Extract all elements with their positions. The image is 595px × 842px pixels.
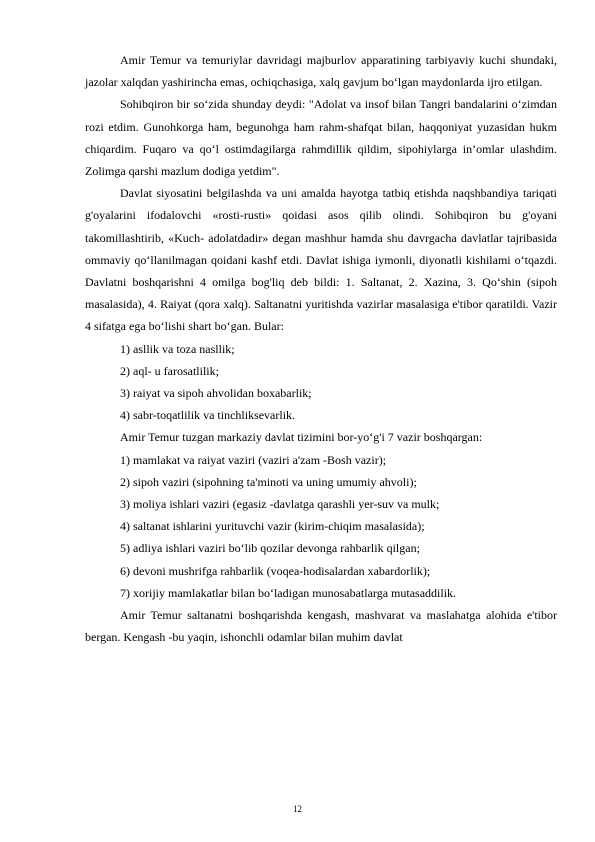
paragraph-state-policy: Davlat siyosatini belgilashda va uni amalda hayotga tatbiq etishda naqshbandiya tariqati g'oyalarini ifodalovchi «rosti-rusti» qoidasi asos qilib olindi. Sohibqiron bu g'oyani takomillashtirib, «Kuch- adolatdadir» degan mashhur hamda shu davrgacha davlatlar tajribasida ommaviy qo‘llanilmagan qoidani kashf etdi. Davlat ishiga iymonli, diyonatli kishilami o‘tqazdi. Davlatni boshqarishni 4 omilga bog'liq deb bildi: 1. Saltanat, 2. Xazina, 3. Qo‘shin (sipoh masalasida), 4. Raiyat (qora xalq). Saltanatni yuritishda vazirlar masalasiga e'tibor qaratildi. Vazir 4 sifatga ega bo‘lishi shart bo‘gan. Bular: [85,186,557,334]
list-item: 6) devoni mushrifga rahbarlik (voqea-hodisalardan xabardorlik); [120,563,431,578]
viziers-intro: Amir Temur tuzgan markaziy davlat tizimini bor-yo‘g'i 7 vazir boshqargan: [120,430,483,445]
paragraph-punishment: Amir Temur va temuriylar davridagi majburlov apparatining tarbiyaviy kuchi shundaki, jazolar xalqdan yashirincha emas, ochiqchasiga, xalq gavjum bo‘lgan maydonlarda ijro etilgan. [85,53,557,90]
page-number: 12 [293,804,302,814]
list-item: 7) xorijiy mamlakatlar bilan bo‘ladigan munosabatlarga mutasaddilik. [120,585,457,600]
list-item: 2) aql- u farosatlilik; [120,363,219,378]
list-item: 1) mamlakat va raiyat vaziri (vaziri a'zam -Bosh vazir); [120,452,387,467]
list-item: 5) adliya ishlari vaziri bo‘lib qozilar devonga rahbarlik qilgan; [120,541,420,556]
list-item: 1) asllik va toza nasllik; [120,341,235,356]
document-page [85,49,557,648]
list-item: 2) sipoh vaziri (sipohning ta'minoti va uning umumiy ahvoli); [120,474,417,489]
list-item: 4) sabr-toqatlilik va tinchliksevarlik. [120,408,296,423]
paragraph-quote: Sohibqiron bir so‘zida shunday deydi: "Adolat va insof bilan Tangri bandalarini o‘zimdan rozi etdim. Gunohkorga ham, begunohga ham rahm-shafqat bilan, haqqoniyat yuzasidan hukm chiqardim. Fuqaro va qo‘l ostimdagilarga rahmdillik qildim, sipohiylarga in’omlar ulashdim. Zolimga qarshi mazlum dodiga yetdim". [85,97,557,179]
paragraph-council: Amir Temur saltanatni boshqarishda kengash, mashvarat va maslahatga alohida e'tibor bergan. Kengash -bu yaqin, ishonchli odamlar bilan muhim davlat [85,608,557,645]
list-item: 3) raiyat va sipoh ahvolidan boxabarlik; [120,386,312,401]
list-item: 3) moliya ishlari vaziri (egasiz -davlatga qarashli yer-suv va mulk; [120,497,440,512]
list-item: 4) saltanat ishlarini yurituvchi vazir (kirim-chiqim masalasida); [120,519,425,534]
viziers-list [85,449,557,604]
vizier-qualities-list [85,338,557,427]
